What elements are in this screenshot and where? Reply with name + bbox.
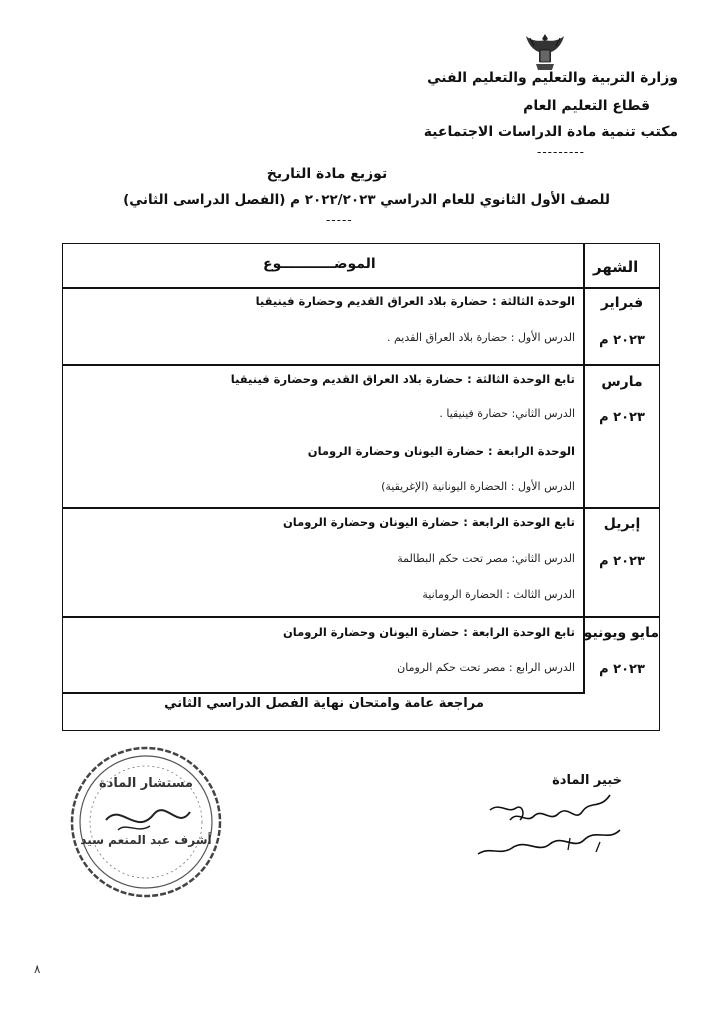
month-label: مايو ويونيو: [583, 625, 659, 641]
row-divider: [63, 287, 659, 289]
lesson-line: الدرس الثاني: حضارة فينيقيا .: [439, 407, 575, 420]
page-number: ٨: [34, 962, 41, 976]
unit-line: تابع الوحدة الثالثة : حضارة بلاد العراق القديم وحضارة فينيقيا: [230, 372, 575, 386]
month-label: مارس: [601, 374, 643, 390]
header-month: الشهر: [593, 258, 639, 276]
lesson-line: الدرس الثاني: مصر تحت حكم البطالمة: [397, 552, 575, 565]
document-title: توزيع مادة التاريخ: [266, 166, 388, 182]
lesson-line: الدرس الأول : الحضارة اليونانية (الإغريقية): [381, 480, 575, 493]
office-name: مكتب تنمية مادة الدراسات الاجتماعية: [423, 124, 678, 140]
year-label: ٢٠٢٣ م: [599, 333, 645, 348]
year-label: ٢٠٢٣ م: [599, 410, 645, 425]
header-separator: ---------: [537, 145, 585, 159]
sector-name: قطاع التعليم العام: [523, 98, 650, 114]
header-topic: الموضـــــــــــوع: [263, 256, 376, 272]
unit-line: الوحدة الرابعة : حضارة اليونان وحضارة الرومان: [307, 444, 575, 458]
month-label: إبريل: [603, 516, 641, 532]
ministry-name: وزارة التربية والتعليم والتعليم الفني: [427, 70, 678, 86]
row-divider: [63, 507, 659, 509]
unit-line: تابع الوحدة الرابعة : حضارة اليونان وحضارة الرومان: [282, 515, 575, 529]
month-label: فبراير: [600, 295, 644, 311]
year-label: ٢٠٢٣ م: [599, 554, 645, 569]
stamp-name: أشرف عبد المنعم سيد: [80, 833, 212, 847]
lesson-line: الدرس الرابع : مصر تحت حكم الرومان: [397, 661, 575, 674]
row-divider: [63, 364, 659, 366]
expert-label: خبير المادة: [552, 773, 622, 788]
document-subtitle: للصف الأول الثانوي للعام الدراسي ٢٠٢٢/٢٠٢٣ م (الفصل الدراسى الثاني): [123, 192, 610, 208]
year-label: ٢٠٢٣ م: [599, 662, 645, 677]
stamp-title: مستشار المادة: [99, 776, 193, 791]
official-stamp-icon: [66, 742, 226, 902]
row-divider: [63, 616, 659, 618]
lesson-line: الدرس الثالث : الحضارة الرومانية: [422, 588, 575, 601]
eagle-emblem-icon: [524, 30, 566, 74]
curriculum-table: [62, 243, 660, 731]
handwritten-signature-icon: [450, 780, 630, 870]
unit-line: الوحدة الثالثة : حضارة بلاد العراق القديم وحضارة فينيقيا: [255, 294, 575, 308]
lesson-line: الدرس الأول : حضارة بلاد العراق القديم .: [386, 331, 575, 344]
title-separator: -----: [326, 213, 353, 227]
row-divider: [63, 692, 584, 694]
final-review-row: مراجعة عامة وامتحان نهاية الفصل الدراسي الثاني: [164, 696, 484, 711]
unit-line: تابع الوحدة الرابعة : حضارة اليونان وحضارة الرومان: [282, 625, 575, 639]
